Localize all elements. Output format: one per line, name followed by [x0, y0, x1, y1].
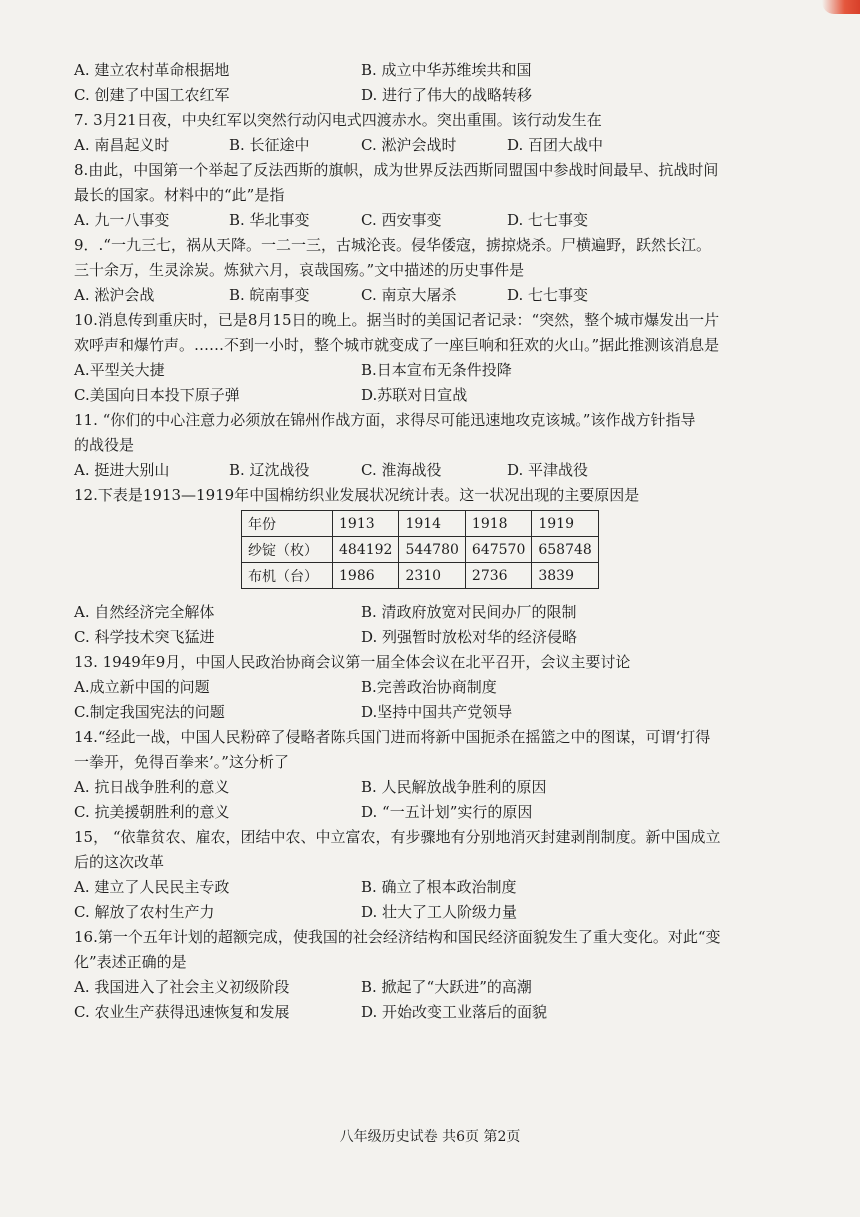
q11-stem-line2: 的战役是 — [74, 436, 135, 454]
q14-option-b[interactable]: B. 人民解放战争胜利的原因 — [361, 778, 547, 796]
q13-option-a[interactable]: A.成立新中国的问题 — [74, 678, 210, 696]
q16-stem-line2: 化”表述正确的是 — [74, 953, 187, 971]
table-cell: 纱锭（枚） — [242, 537, 333, 563]
table-cell: 3839 — [532, 563, 598, 589]
q16-options-row2 — [74, 1000, 774, 1025]
q8-stem-line1: 8.由此，中国第一个举起了反法西斯的旗帜，成为世界反法西斯同盟国中参战时间最早、抗战时间 — [74, 161, 719, 179]
q7-option-c[interactable]: C. 淞沪会战时 — [361, 136, 457, 154]
q14-option-c[interactable]: C. 抗美援朝胜利的意义 — [74, 803, 230, 821]
q11-option-b[interactable]: B. 辽沈战役 — [229, 461, 310, 479]
table-header-cell: 1913 — [333, 511, 399, 537]
q14-options-row1 — [74, 775, 774, 800]
q15-stem-line2: 后的这次改革 — [74, 853, 165, 871]
q8-option-a[interactable]: A. 九一八事变 — [74, 211, 170, 229]
q9-option-d[interactable]: D. 七七事变 — [507, 286, 589, 304]
q10-option-a[interactable]: A.平型关大捷 — [74, 361, 165, 379]
table-cell: 658748 — [532, 537, 598, 563]
q15-option-c[interactable]: C. 解放了农村生产力 — [74, 903, 215, 921]
q16-options-row1 — [74, 975, 774, 1000]
q10-options-row1 — [74, 358, 774, 383]
q13-options-row1 — [74, 675, 774, 700]
q13-option-b[interactable]: B.完善政治协商制度 — [361, 678, 497, 696]
q7-stem: 7. 3月21日夜，中央红军以突然行动闪电式四渡赤水。突出重围。该行动发生在 — [74, 111, 602, 129]
q15-stem-line1: 15， “依靠贫农、雇农，团结中农、中立富农，有步骤地有分别地消灭封建剥削制度。新中国成立 — [74, 828, 721, 846]
table-cell: 1986 — [333, 563, 399, 589]
q13-option-d[interactable]: D.坚持中国共产党领导 — [361, 703, 513, 721]
q16-option-a[interactable]: A. 我国进入了社会主义初级阶段 — [74, 978, 290, 996]
corner-mark — [822, 0, 860, 14]
q6-options-row2 — [74, 83, 774, 108]
q16-option-c[interactable]: C. 农业生产获得迅速恢复和发展 — [74, 1003, 290, 1021]
question-list — [74, 58, 774, 1025]
table-cell: 布机（台） — [242, 563, 333, 589]
q8-stem-line2: 最长的国家。材料中的“此”是指 — [74, 186, 285, 204]
q14-option-d[interactable]: D. “一五计划”实行的原因 — [361, 803, 533, 821]
q12-stats-table — [241, 510, 599, 589]
q16-option-b[interactable]: B. 掀起了“大跃进”的高潮 — [361, 978, 532, 996]
q15-options-row1 — [74, 875, 774, 900]
table-cell: 2310 — [399, 563, 465, 589]
q8-option-d[interactable]: D. 七七事变 — [507, 211, 589, 229]
q12-option-d[interactable]: D. 列强暂时放松对华的经济侵略 — [361, 628, 578, 646]
table-header-cell: 年份 — [242, 511, 333, 537]
q14-stem-line1: 14.“经此一战，中国人民粉碎了侵略者陈兵国门进而将新中国扼杀在摇篮之中的图谋，可谓‘打得 — [74, 728, 711, 746]
q15-options-row2 — [74, 900, 774, 925]
q12-stem: 12.下表是1913—1919年中国棉纺织业发展状况统计表。这一状况出现的主要原因是 — [74, 486, 640, 504]
q12-options-row1 — [74, 600, 774, 625]
q14-option-a[interactable]: A. 抗日战争胜利的意义 — [74, 778, 230, 796]
q12-table-wrap — [74, 510, 774, 596]
q7-option-b[interactable]: B. 长征途中 — [229, 136, 310, 154]
q8-options — [74, 208, 774, 233]
q11-option-a[interactable]: A. 挺进大别山 — [74, 461, 170, 479]
table-header-row — [242, 511, 599, 537]
q9-stem-line1: 9．.“一九三七，祸从天降。一二一三，古城沦丧。侵华倭寇，掳掠烧杀。尸横遍野，跃然长江。 — [74, 236, 711, 254]
q14-stem-line2: 一拳开，免得百拳来’。”这分析了 — [74, 753, 289, 771]
q10-stem-line1: 10.消息传到重庆时，已是8月15日的晚上。据当时的美国记者记录：“突然，整个城市爆发出一片 — [74, 311, 720, 329]
q10-option-d[interactable]: D.苏联对日宣战 — [361, 386, 468, 404]
q16-stem-line1: 16.第一个五年计划的超额完成，使我国的社会经济结构和国民经济面貌发生了重大变化。对此“变 — [74, 928, 721, 946]
q9-option-c[interactable]: C. 南京大屠杀 — [361, 286, 457, 304]
q8-option-c[interactable]: C. 西安事变 — [361, 211, 442, 229]
q9-option-b[interactable]: B. 皖南事变 — [229, 286, 310, 304]
q15-option-a[interactable]: A. 建立了人民民主专政 — [74, 878, 230, 896]
q11-options — [74, 458, 774, 483]
q10-options-row2 — [74, 383, 774, 408]
table-row — [242, 563, 599, 589]
q12-option-a[interactable]: A. 自然经济完全解体 — [74, 603, 215, 621]
q9-options — [74, 283, 774, 308]
q6-option-b[interactable]: B. 成立中华苏维埃共和国 — [361, 61, 532, 79]
q7-option-d[interactable]: D. 百团大战中 — [507, 136, 604, 154]
table-header-cell: 1914 — [399, 511, 465, 537]
q6-option-c[interactable]: C. 创建了中国工农红军 — [74, 86, 230, 104]
q13-option-c[interactable]: C.制定我国宪法的问题 — [74, 703, 225, 721]
q10-option-c[interactable]: C.美国向日本投下原子弹 — [74, 386, 240, 404]
table-cell: 484192 — [333, 537, 399, 563]
q7-option-a[interactable]: A. 南昌起义时 — [74, 136, 170, 154]
q12-option-b[interactable]: B. 清政府放宽对民间办厂的限制 — [361, 603, 577, 621]
q10-option-b[interactable]: B.日本宣布无条件投降 — [361, 361, 512, 379]
q11-stem-line1: 11. “你们的中心注意力必须放在锦州作战方面，求得尽可能迅速地攻克该城。”该作战方针指导 — [74, 411, 696, 429]
q11-option-c[interactable]: C. 淮海战役 — [361, 461, 442, 479]
q6-options-row1 — [74, 58, 774, 83]
q7-options — [74, 133, 774, 158]
table-cell: 544780 — [399, 537, 465, 563]
table-header-cell: 1919 — [532, 511, 598, 537]
table-header-cell: 1918 — [465, 511, 531, 537]
table-row — [242, 537, 599, 563]
q16-option-d[interactable]: D. 开始改变工业落后的面貌 — [361, 1003, 548, 1021]
q6-option-a[interactable]: A. 建立农村革命根据地 — [74, 61, 230, 79]
q8-option-b[interactable]: B. 华北事变 — [229, 211, 310, 229]
q14-options-row2 — [74, 800, 774, 825]
q13-stem: 13. 1949年9月，中国人民政治协商会议第一届全体会议在北平召开，会议主要讨论 — [74, 653, 631, 671]
q12-options-row2 — [74, 625, 774, 650]
q11-option-d[interactable]: D. 平津战役 — [507, 461, 589, 479]
q15-option-d[interactable]: D. 壮大了工人阶级力量 — [361, 903, 518, 921]
q9-option-a[interactable]: A. 淞沪会战 — [74, 286, 155, 304]
q6-option-d[interactable]: D. 进行了伟大的战略转移 — [361, 86, 533, 104]
page-footer: 八年级历史试卷 共6页 第2页 — [339, 1129, 521, 1145]
q15-option-b[interactable]: B. 确立了根本政治制度 — [361, 878, 517, 896]
table-cell: 647570 — [465, 537, 531, 563]
q10-stem-line2: 欢呼声和爆竹声。……不到一小时，整个城市就变成了一座巨响和狂欢的火山。”据此推测该消息是 — [74, 336, 720, 354]
q12-option-c[interactable]: C. 科学技术突飞猛进 — [74, 628, 215, 646]
q9-stem-line2: 三十余万，生灵涂炭。炼狱六月，哀哉国殇。”文中描述的历史事件是 — [74, 261, 525, 279]
table-cell: 2736 — [465, 563, 531, 589]
q13-options-row2 — [74, 700, 774, 725]
